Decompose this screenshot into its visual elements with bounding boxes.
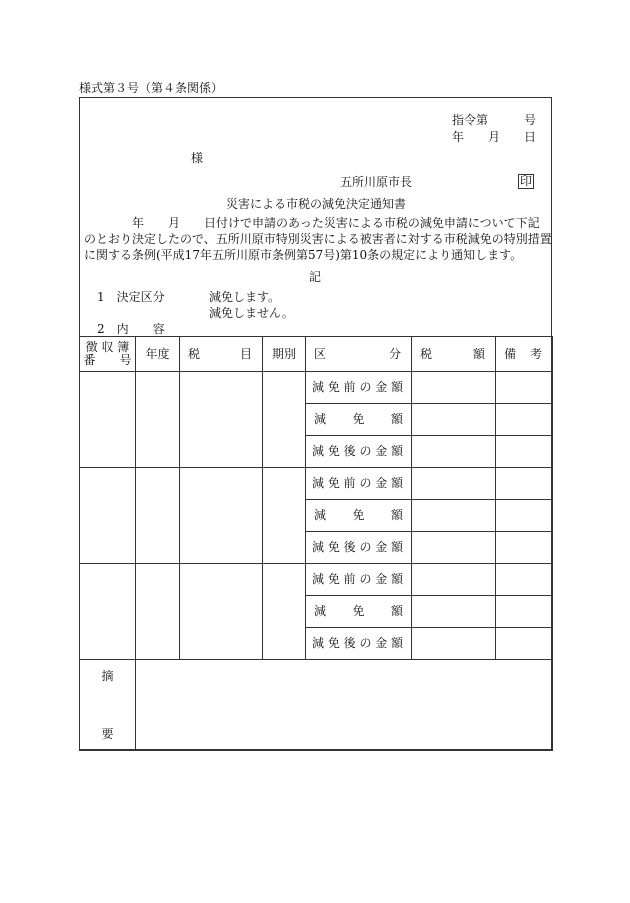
header-year: 年度	[136, 337, 180, 372]
form-label: 様式第３号（第４条関係）	[79, 81, 224, 95]
header-tax-amount: 税 額	[412, 337, 496, 372]
category-before: 減 免 前 の 金 額	[306, 564, 412, 596]
decision-option-deny: 減免しません。	[209, 306, 294, 320]
remarks-field	[136, 660, 553, 751]
category-before: 減 免 前 の 金 額	[306, 468, 412, 500]
body-line-1: 年 月 日付けで申請のあった災害による市税の減免申請について下記	[84, 216, 540, 230]
contents-label: 2 内 容	[97, 322, 165, 336]
remarks-row	[80, 660, 553, 751]
year-cell	[136, 372, 180, 468]
amount-cell	[412, 596, 496, 628]
issue-date: 年 月 日	[452, 130, 537, 144]
body-line-3: に関する条例(平成17年五所川原市条例第57号)第10条の規定により通知します。	[84, 248, 523, 262]
register-number-cell	[80, 372, 136, 468]
notes-cell	[496, 436, 553, 468]
decision-option-approve: 減免します。	[209, 290, 281, 304]
period-cell	[263, 564, 306, 660]
seal-mark: 印	[520, 174, 533, 188]
amount-cell	[412, 564, 496, 596]
year-cell	[136, 564, 180, 660]
table-header-row	[80, 337, 553, 372]
amount-cell	[412, 500, 496, 532]
category-exempt: 減 免 額	[306, 500, 412, 532]
category-after: 減 免 後 の 金 額	[306, 532, 412, 564]
category-exempt: 減 免 額	[306, 404, 412, 436]
header-register-number: 徴 収 簿 番 号	[80, 337, 136, 372]
table-row	[80, 468, 553, 500]
document-title: 災害による市税の減免決定通知書	[226, 197, 407, 211]
amount-cell	[412, 436, 496, 468]
notes-cell	[496, 564, 553, 596]
tax-item-cell	[180, 564, 263, 660]
amount-cell	[412, 404, 496, 436]
notes-cell	[496, 468, 553, 500]
notes-cell	[496, 372, 553, 404]
period-cell	[263, 372, 306, 468]
register-number-cell	[80, 564, 136, 660]
body-line-2: のとおり決定したので、五所川原市特別災害による被害者に対する市税減免の特別措置	[84, 232, 552, 246]
amount-cell	[412, 532, 496, 564]
addressee: 様	[191, 151, 204, 165]
decision-label: 1 決定区分	[97, 290, 165, 304]
amount-cell	[412, 468, 496, 500]
header-tax-item: 税 目	[180, 337, 263, 372]
header-category: 区 分	[306, 337, 412, 372]
notes-cell	[496, 532, 553, 564]
reference-number: 指令第 号	[452, 113, 537, 127]
category-exempt: 減 免 額	[306, 596, 412, 628]
notes-cell	[496, 500, 553, 532]
category-after: 減 免 後 の 金 額	[306, 436, 412, 468]
notes-cell	[496, 404, 553, 436]
remarks-label: 摘 要	[80, 660, 136, 751]
amount-cell	[412, 372, 496, 404]
header-period: 期別	[263, 337, 306, 372]
table-row	[80, 372, 553, 404]
year-cell	[136, 468, 180, 564]
tax-item-cell	[180, 372, 263, 468]
amount-cell	[412, 628, 496, 660]
category-before: 減 免 前 の 金 額	[306, 372, 412, 404]
table-row	[80, 564, 553, 596]
notes-cell	[496, 596, 553, 628]
ki-heading: 記	[309, 270, 322, 284]
tax-item-cell	[180, 468, 263, 564]
register-number-cell	[80, 468, 136, 564]
issuer-name: 五所川原市長	[340, 175, 413, 189]
exemption-table	[79, 336, 553, 751]
header-notes: 備 考	[496, 337, 553, 372]
notes-cell	[496, 628, 553, 660]
category-after: 減 免 後 の 金 額	[306, 628, 412, 660]
period-cell	[263, 468, 306, 564]
